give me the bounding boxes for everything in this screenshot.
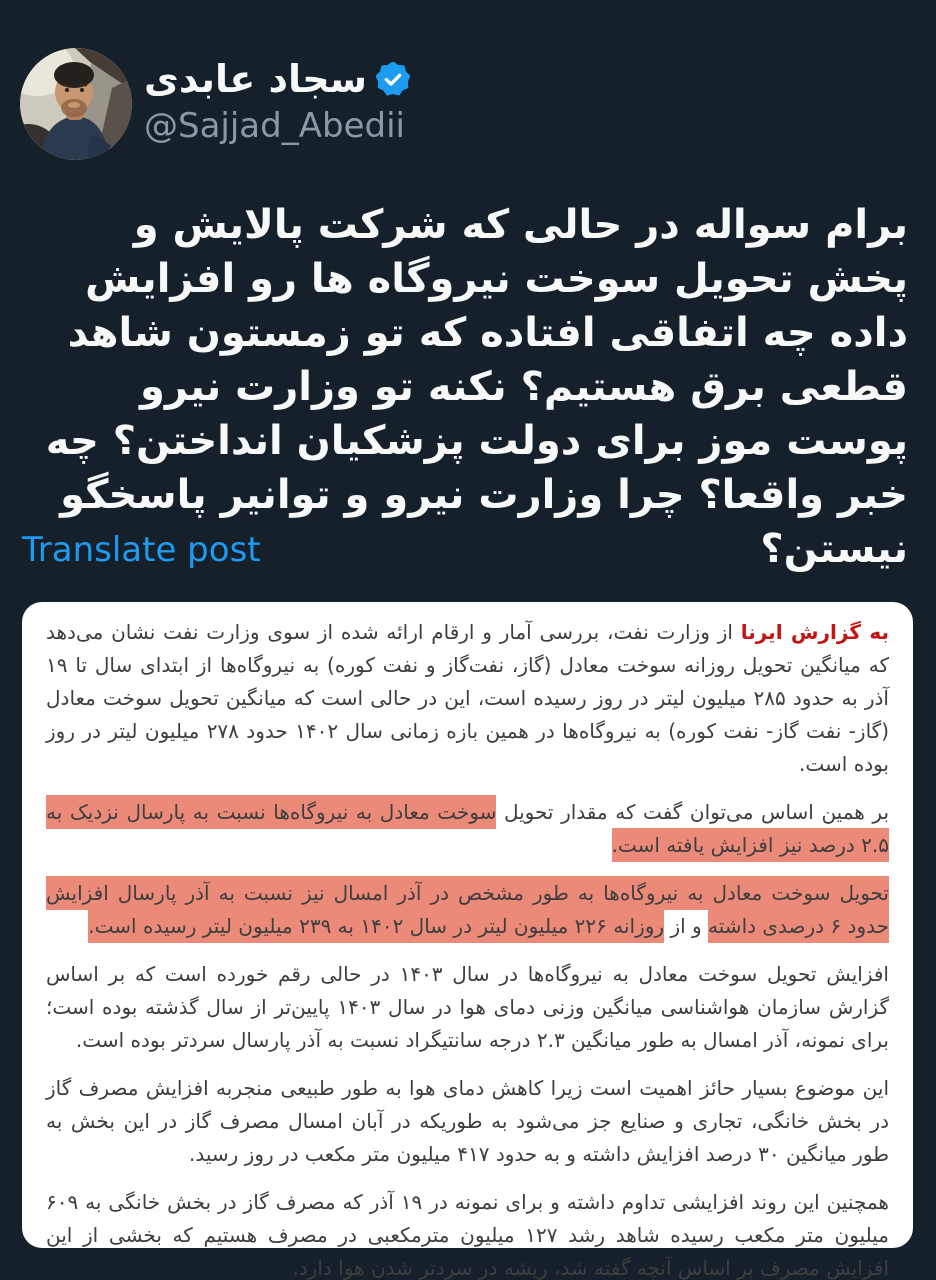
article-highlight-segment: سوخت معادل به نیروگاه‌ها نسبت به پارسال نزدیک به ۲.۵ درصد نیز افزایش یافته است.	[46, 795, 889, 862]
avatar-photo	[20, 48, 132, 160]
article-paragraph-4	[46, 958, 889, 1057]
article-text-segment: این موضوع بسیار حائز اهمیت است زیرا کاهش دمای هوا به طور طبیعی منجربه افزایش مصرف گاز در بخش خانگی، تجاری و صنایع جز می‌شود به طوریکه در آبان امسال مصرف گاز در این بخش به طور میانگین ۳۰ درصد افزایش داشته و به حدود ۴۱۷ میلیون متر مکعب در روز رسید.	[46, 1076, 889, 1166]
attached-article-image[interactable]	[22, 602, 913, 1280]
article-text-segment: بر همین اساس می‌توان گفت که مقدار تحویل	[503, 800, 890, 824]
avatar[interactable]	[20, 48, 132, 160]
article-paragraph-6	[46, 1186, 889, 1280]
article-text-segment: همچنین این روند افزایشی تداوم داشته و برای نمونه در ۱۹ آذر که مصرف گاز در بخش خانگی به ۶۰۹ میلیون متر مکعب رسیده شاهد رشد ۱۲۷ میلیون مترمکعبی در مصرف هستیم که بخشی از این افزایش مصرف بر اساس آنچه گفته شد، ریشه در سردتر شدن هوا دارد.	[46, 1190, 889, 1280]
article-paragraph-2	[46, 796, 889, 862]
article-paragraph-5	[46, 1072, 889, 1171]
article-highlight-segment: تحویل سوخت معادل به نیروگاه‌ها به طور مشخص در آذر امسال نیز نسبت به آذر پارسال افزایش حدود ۶ درصدی داشته	[46, 876, 889, 943]
article-lead-segment: به گزارش ایرنا	[740, 620, 890, 644]
article-paragraph-3	[46, 877, 889, 943]
tweet-header	[20, 48, 410, 160]
user-identity	[144, 48, 410, 146]
user-handle[interactable]: @Sajjad_Abedii	[144, 106, 405, 146]
article-text-segment: افزایش تحویل سوخت معادل به نیروگاه‌ها در سال ۱۴۰۳ در حالی رقم خورده است که بر اساس گزارش سازمان هواشناسی میانگین وزنی دمای هوا در سال ۱۴۰۳ پایین‌تر از سال گذشته بوده است؛ برای نمونه، آذر امسال به طور میانگین ۲.۳ درجه سانتیگراد نسبت به آذر پارسال سردتر بوده است.	[46, 962, 890, 1052]
article-paragraph-1	[46, 616, 889, 781]
translate-post-link[interactable]: Translate post	[22, 530, 261, 570]
article-highlight-segment: روزانه ۲۲۶ میلیون لیتر در سال ۱۴۰۲ به ۲۳۹ میلیون لیتر رسیده است.	[88, 909, 664, 943]
display-name[interactable]: سجاد عابدی	[144, 57, 368, 101]
tweet-text: برام سواله در حالی که شرکت پالایش و پخش تحویل سوخت نیروگاه ها رو افزایش داده چه اتفاقی افتاده که تو زمستون شاهد قطعی برق هستیم؟ نکنه تو وزارت نیرو پوست موز برای دولت پزشکیان انداختن؟ چه خبر واقعا؟ چرا وزارت نیرو و توانیر پاسخگو نیستن؟	[45, 202, 908, 572]
article-text-segment: و از	[670, 914, 702, 938]
verified-badge-icon	[376, 62, 410, 96]
name-row	[144, 56, 410, 102]
article-text-segment: از وزارت نفت، بررسی آمار و ارقام ارائه شده از سوی وزارت نفت نشان می‌دهد که میانگین تحویل روزانه سوخت معادل (گاز، نفت‌گاز و نفت کوره) به نیروگاه‌ها از ابتدای سال تا ۱۹ آذر به حدود ۲۸۵ میلیون لیتر در روز رسیده است، این در حالی است که میانگین تحویل سوخت معادل (گاز- نفت گاز- نفت کوره) به نیروگاه‌ها در همین بازه زمانی سال ۱۴۰۲ حدود ۲۷۸ میلیون لیتر در روز بوده است.	[46, 620, 889, 776]
